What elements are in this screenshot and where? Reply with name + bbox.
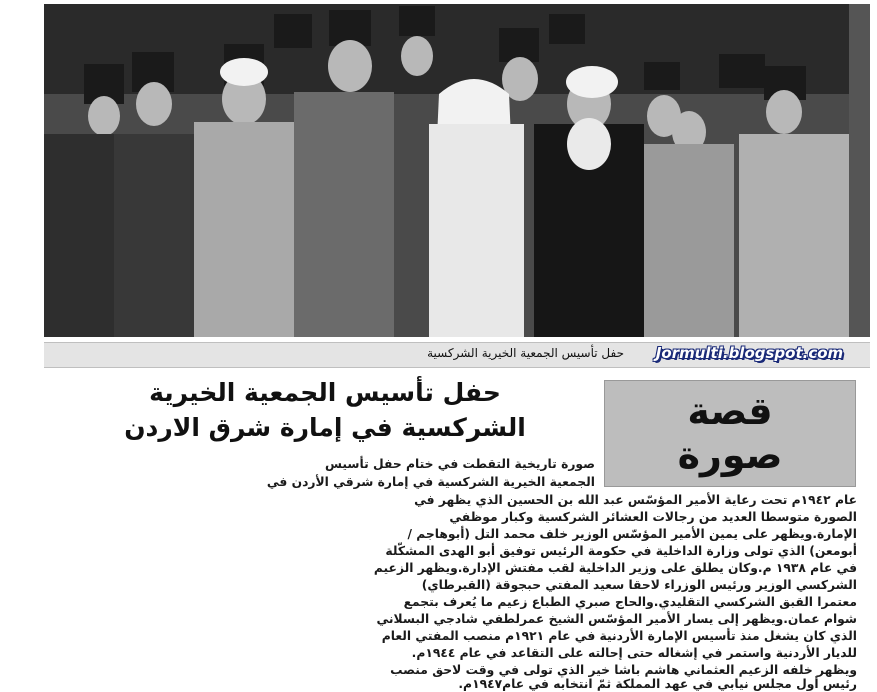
body-line: ويظهر خلفه الزعيم العثماني هاشم باشا خير الذي تولى في وقت لاحق منصب (390, 663, 857, 677)
photo-caption: حفل تأسيس الجمعية الخيرية الشركسية (427, 346, 624, 360)
body-line: الصورة متوسطا العديد من رجالات العشائر الشركسية وكبار موظفي (449, 510, 857, 524)
body-line: رئيس أول مجلس نيابي في عهد المملكة ثمّ انتخابه في عام١٩٤٧م. (458, 677, 857, 691)
body-line: للديار الأردنية واستمر في إشغاله حتى إحالته على التقاعد في عام ١٩٤٤م. (411, 646, 857, 660)
body-line: الشركسي الوزير ورئيس الوزراء لاحقا سعيد المفتي حبجوقة (القبرطاي) (421, 578, 857, 592)
body-line: شوام عمان.ويظهر إلى يسار الأمير المؤسّس الشيخ عمرلطفي شادجي البسلاني (376, 612, 857, 626)
story-label-box (604, 380, 856, 487)
headline-line-2: الشركسية في إمارة شرق الاردن (124, 413, 526, 442)
body-line: في عام ١٩٣٨ م.وكان يطلق على وزير الداخلية لقب مفتش الإدارة.ويظهر الزعيم (373, 561, 857, 575)
body-line: أبومعن) الذي تولى وزارة الداخلية في حكومة الرئيس توفيق أبو الهدى المشكّلة (385, 544, 857, 558)
historical-group-photo (44, 4, 870, 337)
body-line: معتمرا القبق الشركسي التقليدي.والحاج صبري الطباع زعيم ما يُعرف بتجمع (403, 595, 857, 609)
body-line: عام ١٩٤٢م تحت رعاية الأمير المؤسّس عبد الله بن الحسين الذي يظهر في (414, 493, 857, 507)
body-line: صورة تاريخية التقطت في ختام حفل تأسيس (324, 457, 595, 471)
body-line: الذي كان يشغل منذ تأسيس الإمارة الأردنية في عام ١٩٢١م منصب المفتي العام (381, 629, 857, 643)
body-line: الجمعية الخيرية الشركسية في إمارة شرقي الأردن في (266, 475, 595, 489)
headline-line-1: حفل تأسيس الجمعية الخيرية (149, 378, 501, 407)
story-label-line-2: صورة (677, 433, 783, 477)
story-label-line-1: قصة (687, 389, 773, 433)
blog-watermark: Jormulti.blogspot.com (655, 344, 844, 362)
body-line: الإمارة.ويظهر على يمين الأمير المؤسّس الوزير خلف محمد التل (أبوهاجم / (407, 527, 857, 541)
